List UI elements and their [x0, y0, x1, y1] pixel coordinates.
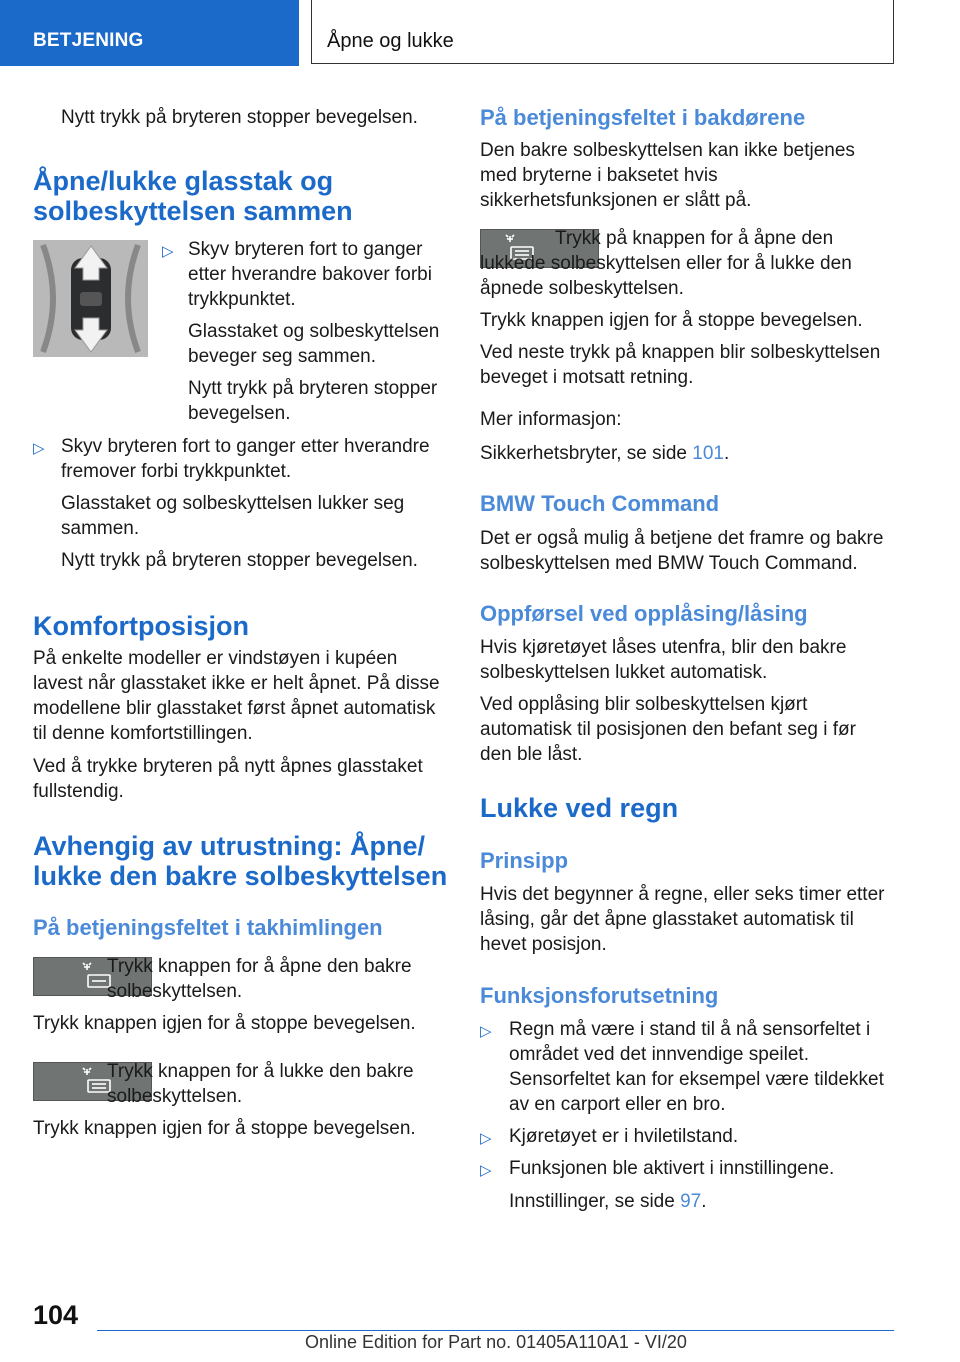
- header-chapter: Åpne og lukke: [327, 30, 454, 52]
- doors-button-text: Trykk på knappen for å åpne den lukkede solbeskyttelsen eller for å lukke den åpnede solbeskyttelsen.: [480, 228, 852, 299]
- safety-page-link[interactable]: 101: [692, 443, 724, 464]
- footer-divider: [97, 1330, 894, 1331]
- doors-stop-text: Trykk knappen igjen for å stoppe bevegelsen.: [480, 310, 863, 331]
- close-stop-text: Trykk knappen igjen for å stoppe bevegelsen.: [33, 1118, 416, 1139]
- doors-next-text: Ved neste trykk på knappen blir solbeskyttelsen beveget i motsatt retning.: [480, 342, 881, 388]
- heading-function-requirement: Funksjonsforutsetning: [480, 983, 719, 1008]
- open-button-text: Trykk knappen for å åpne den bakre solbeskyttelsen.: [107, 956, 412, 1002]
- principle-text: Hvis det begynner å regne, eller seks timer etter låsing, går det åpne glasstaket automatisk til hevet posisjon.: [480, 884, 885, 955]
- condition-2-text: Kjøretøyet er i hviletilstand.: [509, 1126, 739, 1147]
- heading-touch-command: BMW Touch Command: [480, 491, 720, 516]
- header-section: BETJENING: [33, 30, 144, 51]
- page-number: 104: [33, 1300, 79, 1330]
- settings-reference: Innstillinger, se side 97.: [509, 1191, 707, 1212]
- settings-page-link[interactable]: 97: [680, 1191, 702, 1212]
- step1-result-text: Glasstaket og solbeskyttelsen beveger seg sammen.: [188, 321, 440, 367]
- heading-close-rain: Lukke ved regn: [480, 793, 679, 823]
- bullet-triangle-icon: ▷: [162, 243, 174, 260]
- intro-text: Nytt trykk på bryteren stopper bevegelsen.: [61, 107, 418, 128]
- lock-paragraph-2: Ved opplåsing blir solbeskyttelsen kjørt automatisk til posisjonen den befant seg i før den ble låst.: [480, 694, 856, 765]
- heading-rear-sunshade: Avhengig av utrustning: Åpne/ lukke den bakre solbeskyttelsen: [33, 831, 448, 891]
- step2-stop-text: Nytt trykk på bryteren stopper bevegelsen.: [61, 550, 418, 571]
- safety-switch-reference: Sikkerhetsbryter, se side 101.: [480, 443, 730, 464]
- roof-switch-illustration: [33, 240, 148, 357]
- bullet-triangle-icon: ▷: [480, 1130, 492, 1147]
- doors-paragraph: Den bakre solbeskyttelsen kan ikke betjenes med bryterne i baksetet hvis sikkerhetsfunksjonen er slått på.: [480, 140, 855, 211]
- condition-3-text: Funksjonen ble aktivert i innstillingene.: [509, 1158, 835, 1179]
- bullet-triangle-icon: ▷: [480, 1162, 492, 1179]
- step1-text: Skyv bryteren fort to ganger etter hverandre bakover forbi trykkpunktet.: [188, 239, 432, 310]
- bullet-triangle-icon: ▷: [480, 1023, 492, 1040]
- comfort-paragraph-2: Ved å trykke bryteren på nytt åpnes glasstaket fullstendig.: [33, 756, 423, 802]
- bullet-triangle-icon: ▷: [33, 440, 45, 457]
- touch-command-text: Det er også mulig å betjene det framre og bakre solbeskyttelsen med BMW Touch Command.: [480, 528, 884, 574]
- heading-comfort-position: Komfortposisjon: [33, 611, 249, 641]
- header-section-tab: [0, 0, 299, 66]
- heading-open-close-together: Åpne/lukke glasstak og solbeskyttelsen sammen: [33, 166, 353, 226]
- more-info-label: Mer informasjon:: [480, 409, 622, 430]
- open-stop-text: Trykk knappen igjen for å stoppe bevegelsen.: [33, 1013, 416, 1034]
- heading-ceiling-panel: På betjeningsfeltet i takhimlingen: [33, 915, 383, 940]
- step2-text: Skyv bryteren fort to ganger etter hverandre fremover forbi trykkpunktet.: [61, 436, 430, 482]
- heading-principle: Prinsipp: [480, 848, 569, 873]
- footer-edition: Online Edition for Part no. 01405A110A1 - VI/20: [305, 1332, 687, 1352]
- condition-1-text: Regn må være i stand til å nå sensorfeltet i området ved det innvendige speilet. Sensorfeltet kan for eksempel være tildekket av en carport eller en bro.: [509, 1019, 884, 1115]
- heading-lock-behaviour: Oppførsel ved opplåsing/låsing: [480, 601, 808, 626]
- comfort-paragraph-1: På enkelte modeller er vindstøyen i kupéen lavest når glasstaket ikke er helt åpnet. På disse modellene blir glasstaket først åpnet automatisk til denne komfortstillingen.: [33, 648, 440, 744]
- lock-paragraph-1: Hvis kjøretøyet låses utenfra, blir den bakre solbeskyttelsen lukket automatisk.: [480, 637, 847, 683]
- heading-rear-doors: På betjeningsfeltet i bakdørene: [480, 105, 806, 130]
- step2-result-text: Glasstaket og solbeskyttelsen lukker seg sammen.: [61, 493, 405, 539]
- step1-stop-text: Nytt trykk på bryteren stopper bevegelsen.: [188, 378, 438, 424]
- close-button-text: Trykk knappen for å lukke den bakre solbeskyttelsen.: [107, 1061, 414, 1107]
- header-chapter-tab: [311, 0, 894, 64]
